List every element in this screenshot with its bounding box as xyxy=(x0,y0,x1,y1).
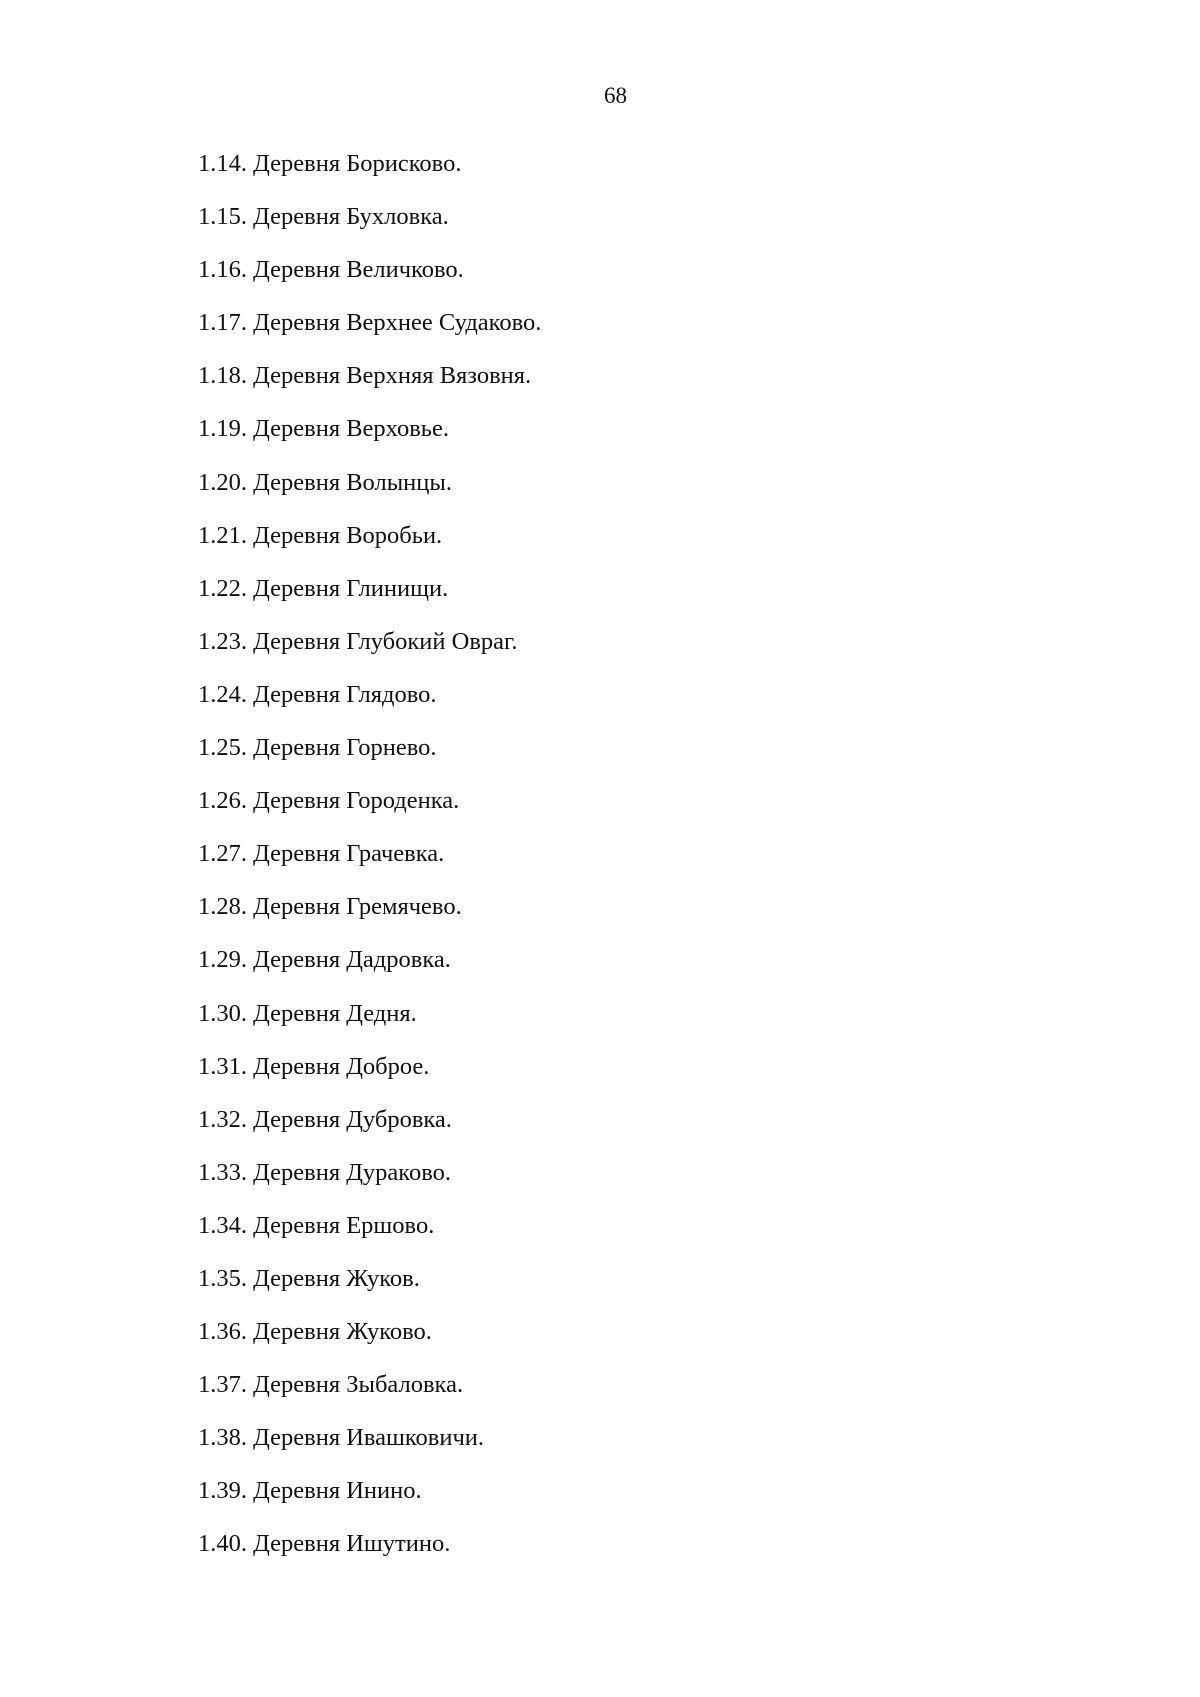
list-item: 1.23. Деревня Глубокий Овраг. xyxy=(198,627,518,655)
list-item: 1.22. Деревня Глинищи. xyxy=(198,574,449,602)
list-item: 1.24. Деревня Глядово. xyxy=(198,680,437,708)
list-item: 1.28. Деревня Гремячево. xyxy=(198,893,462,921)
list-item: 1.35. Деревня Жуков. xyxy=(198,1264,420,1292)
list-item: 1.39. Деревня Инино. xyxy=(198,1477,422,1505)
list-item: 1.19. Деревня Верховье. xyxy=(198,415,449,443)
list-item: 1.31. Деревня Доброе. xyxy=(198,1052,430,1080)
list-item: 1.18. Деревня Верхняя Вязовня. xyxy=(198,362,532,390)
list-item: 1.15. Деревня Бухловка. xyxy=(198,203,449,231)
list-item: 1.17. Деревня Верхнее Судаково. xyxy=(198,309,542,337)
list-item: 1.16. Деревня Величково. xyxy=(198,256,464,284)
list-item: 1.25. Деревня Горнево. xyxy=(198,734,437,762)
list-item: 1.14. Деревня Борисково. xyxy=(198,150,462,177)
list-item: 1.34. Деревня Ершово. xyxy=(198,1211,435,1239)
list-item: 1.29. Деревня Дадровка. xyxy=(198,946,451,974)
settlement-list xyxy=(198,150,541,1584)
list-item: 1.27. Деревня Грачевка. xyxy=(198,840,445,868)
list-item: 1.30. Деревня Дедня. xyxy=(198,999,417,1027)
list-item: 1.33. Деревня Дураково. xyxy=(198,1158,451,1186)
list-item: 1.32. Деревня Дубровка. xyxy=(198,1105,452,1133)
list-item: 1.36. Деревня Жуково. xyxy=(198,1318,432,1346)
list-item: 1.40. Деревня Ишутино. xyxy=(198,1530,451,1558)
page-number: 68 xyxy=(604,83,627,108)
list-item: 1.26. Деревня Городенка. xyxy=(198,787,460,815)
list-item: 1.20. Деревня Волынцы. xyxy=(198,468,452,496)
list-item: 1.37. Деревня Зыбаловка. xyxy=(198,1371,464,1399)
list-item: 1.38. Деревня Ивашковичи. xyxy=(198,1424,485,1452)
list-item: 1.21. Деревня Воробьи. xyxy=(198,521,443,549)
